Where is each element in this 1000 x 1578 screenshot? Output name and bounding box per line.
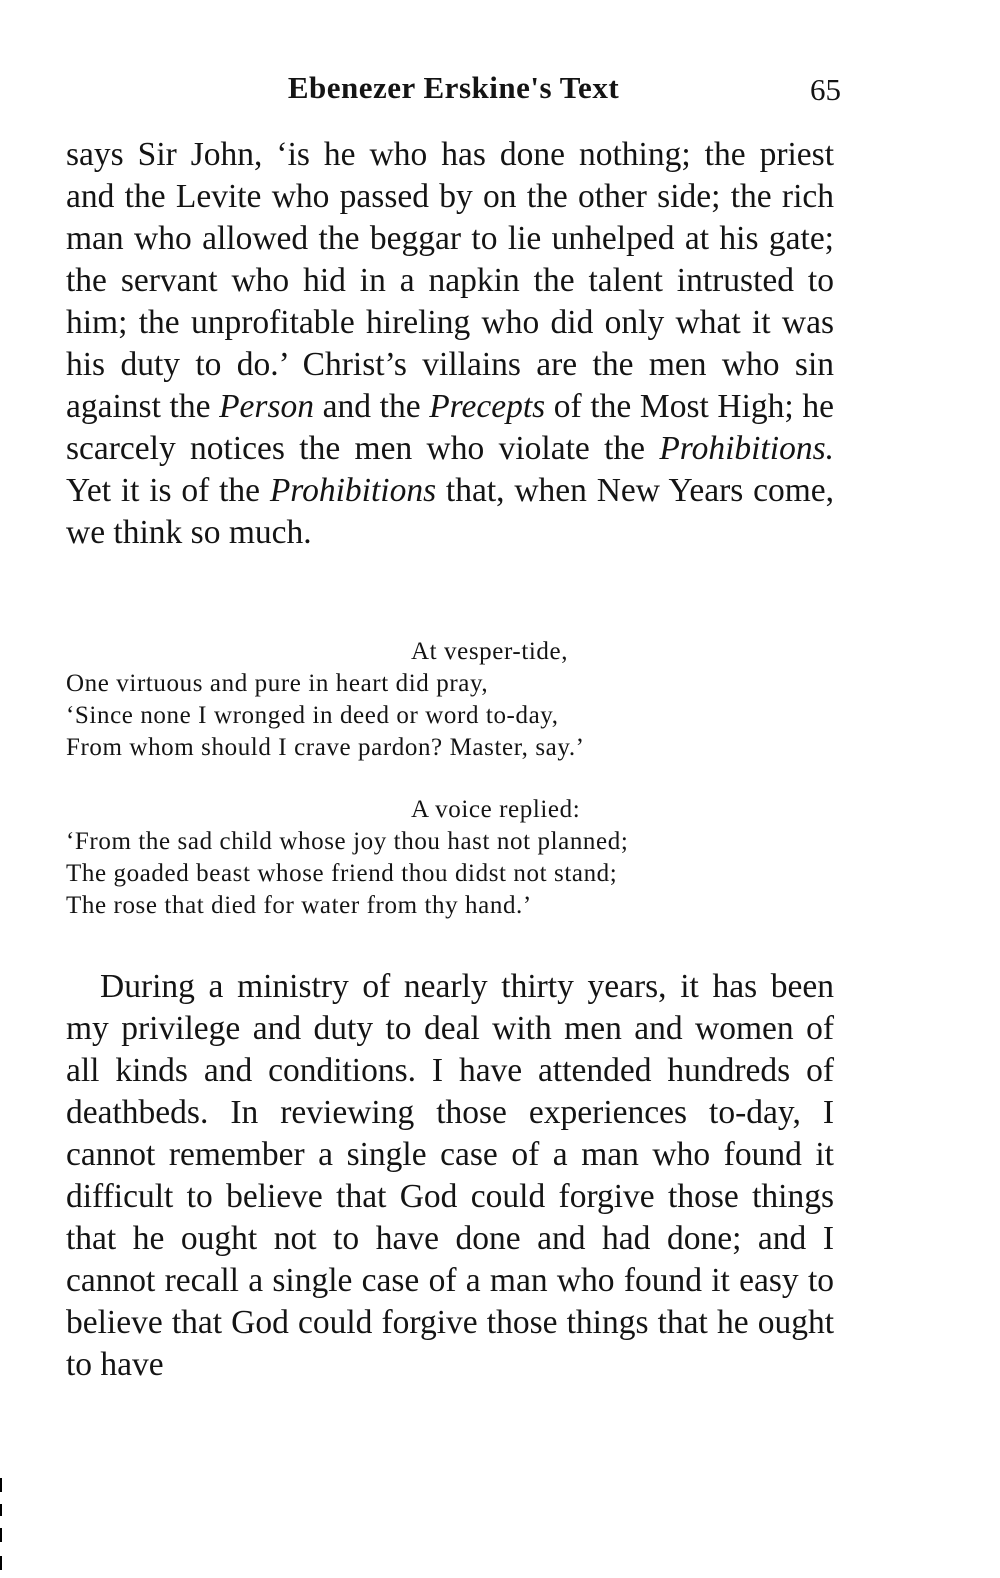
scan-edge-mark	[0, 1556, 2, 1570]
running-head: Ebenezer Erskine's Text	[287, 70, 620, 105]
poem-lead-line: A voice replied:	[411, 796, 581, 823]
poem-line: The rose that died for water from thy hand.’	[66, 892, 532, 919]
poem-line: ‘Since none I wronged in deed or word to-day,	[66, 702, 559, 729]
page-number: 65	[810, 72, 841, 107]
poem-line: One virtuous and pure in heart did pray,	[66, 670, 489, 697]
italic-term-prohibitions: Prohibitions.	[659, 430, 834, 467]
paragraph-1-text	[66, 134, 834, 554]
paragraph-continued	[66, 134, 834, 554]
italic-term-prohibitions: Prohibitions	[269, 472, 437, 509]
scan-edge-mark	[0, 1504, 2, 1516]
poem-line: ‘From the sad child whose joy thou hast not planned;	[66, 828, 629, 855]
scan-edge-mark	[0, 1478, 2, 1492]
italic-term-person: Person	[219, 388, 314, 425]
poem-stanza-1	[66, 636, 826, 764]
text-segment: Yet it is of the	[66, 472, 270, 509]
paragraph-ministry	[66, 966, 834, 1386]
poem-line: The goaded beast whose friend thou didst not stand;	[66, 860, 618, 887]
text-segment: says Sir John, ‘is he who has done nothing; the priest and the Levite who passed by on the other side; the rich man who allowed the beggar to lie unhelped at his gate; the servant who hid in a napkin the talent intrusted to him; the unprofitable hireling who did only what it was his duty to do.’ Christ’s villains are the men who sin against the	[66, 136, 834, 425]
text-segment: and the	[314, 388, 430, 425]
text-segment: of the Most High; he scarcely notices the men who violate the	[66, 388, 834, 467]
italic-term-precepts: Precepts	[429, 388, 546, 425]
text-segment: that, when New Years come, we think so much.	[66, 472, 834, 551]
scan-edge-mark	[0, 1528, 2, 1542]
poem-lead-line: At vesper-tide,	[411, 638, 569, 665]
paragraph-2-text: During a ministry of nearly thirty years, it has been my privilege and duty to deal with men and women of all kinds and conditions. I have attended hundreds of deathbeds. In reviewing those experiences to-day, I cannot remember a single case of a man who found it difficult to believe that God could forgive those things that he ought not to have done and had done; and I cannot recall a single case of a man who found it easy to believe that God could forgive those things that he ought to have	[66, 968, 834, 1383]
page-header	[66, 70, 841, 110]
poem-line: From whom should I crave pardon? Master, say.’	[66, 734, 585, 761]
poem-stanza-2	[66, 794, 826, 922]
